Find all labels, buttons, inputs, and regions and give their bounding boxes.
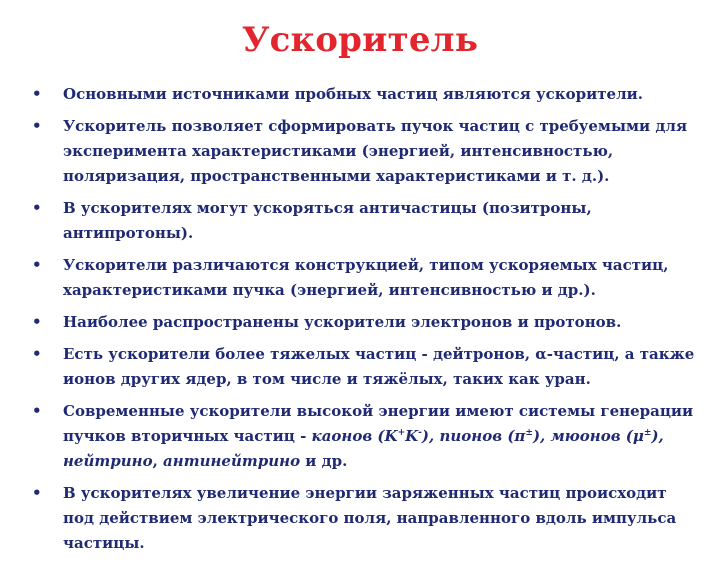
bullet-icon: • <box>32 85 42 103</box>
pions-close: ), <box>532 427 546 445</box>
bullet-text-intro: Современные ускорители высокой энергии имеют системы генерации пучков вторичных частиц - <box>63 402 694 445</box>
pions-label: пионов (π <box>439 427 526 445</box>
bullet-text: Есть ускорители более тяжелых частиц - дейтронов, α-частиц, а также ионов других ядер, в том числе и тяжёлых, таких как уран. <box>63 345 695 388</box>
bullet-text: Ускоритель позволяет сформировать пучок частиц с требуемыми для эксперимента характеристиками (энергией, интенсивностью, поляризация, пространственными характеристиками и т. д.). <box>63 117 688 185</box>
bullet-item <box>30 196 698 246</box>
pion-pm-sup: ± <box>525 428 533 438</box>
bullet-icon: • <box>32 313 42 331</box>
bullet-icon: • <box>32 345 42 363</box>
bullet-item <box>30 114 698 189</box>
kaons-label: каонов (K <box>311 427 398 445</box>
bullet-icon: • <box>32 256 42 274</box>
bullet-text-tail: и др. <box>300 452 348 470</box>
kaon-minus-base: K <box>405 427 419 445</box>
bullet-text: Основными источниками пробных частиц являются ускорители. <box>63 85 644 103</box>
bullet-text <box>63 402 693 470</box>
separator: , <box>152 452 164 470</box>
bullet-item <box>30 481 698 556</box>
bullet-icon: • <box>32 484 42 502</box>
bullet-item <box>30 82 698 107</box>
kaons-close: ), <box>421 427 435 445</box>
neutrino-label: нейтрино <box>63 452 153 470</box>
bullet-icon: • <box>32 199 42 217</box>
bullet-list <box>30 82 698 563</box>
bullet-item <box>30 253 698 303</box>
bullet-icon: • <box>32 402 42 420</box>
bullet-text: В ускорителях могут ускоряться античастицы (позитроны, антипротоны). <box>63 199 592 242</box>
muons-close: ), <box>651 427 664 445</box>
kaon-minus-sup: - <box>418 428 422 438</box>
bullet-item <box>30 399 698 474</box>
muons-label: мюонов (μ <box>550 427 644 445</box>
muon-pm-sup: ± <box>643 428 652 438</box>
antineutrino-label: антинейтрино <box>163 452 301 470</box>
bullet-item <box>30 310 698 335</box>
bullet-icon: • <box>32 117 42 135</box>
bullet-text: Наиболее распространены ускорители электронов и протонов. <box>63 313 622 331</box>
slide-title: Ускоритель <box>241 20 479 60</box>
bullet-text: Ускорители различаются конструкцией, типом ускоряемых частиц, характеристиками пучка (энергией, интенсивностью и др.). <box>63 256 669 299</box>
bullet-text: В ускорителях увеличение энергии заряженных частиц происходит под действием электрического поля, направленного вдоль импульса частицы. <box>63 484 677 552</box>
bullet-item <box>30 342 698 392</box>
kaon-plus-sup: + <box>397 428 406 438</box>
